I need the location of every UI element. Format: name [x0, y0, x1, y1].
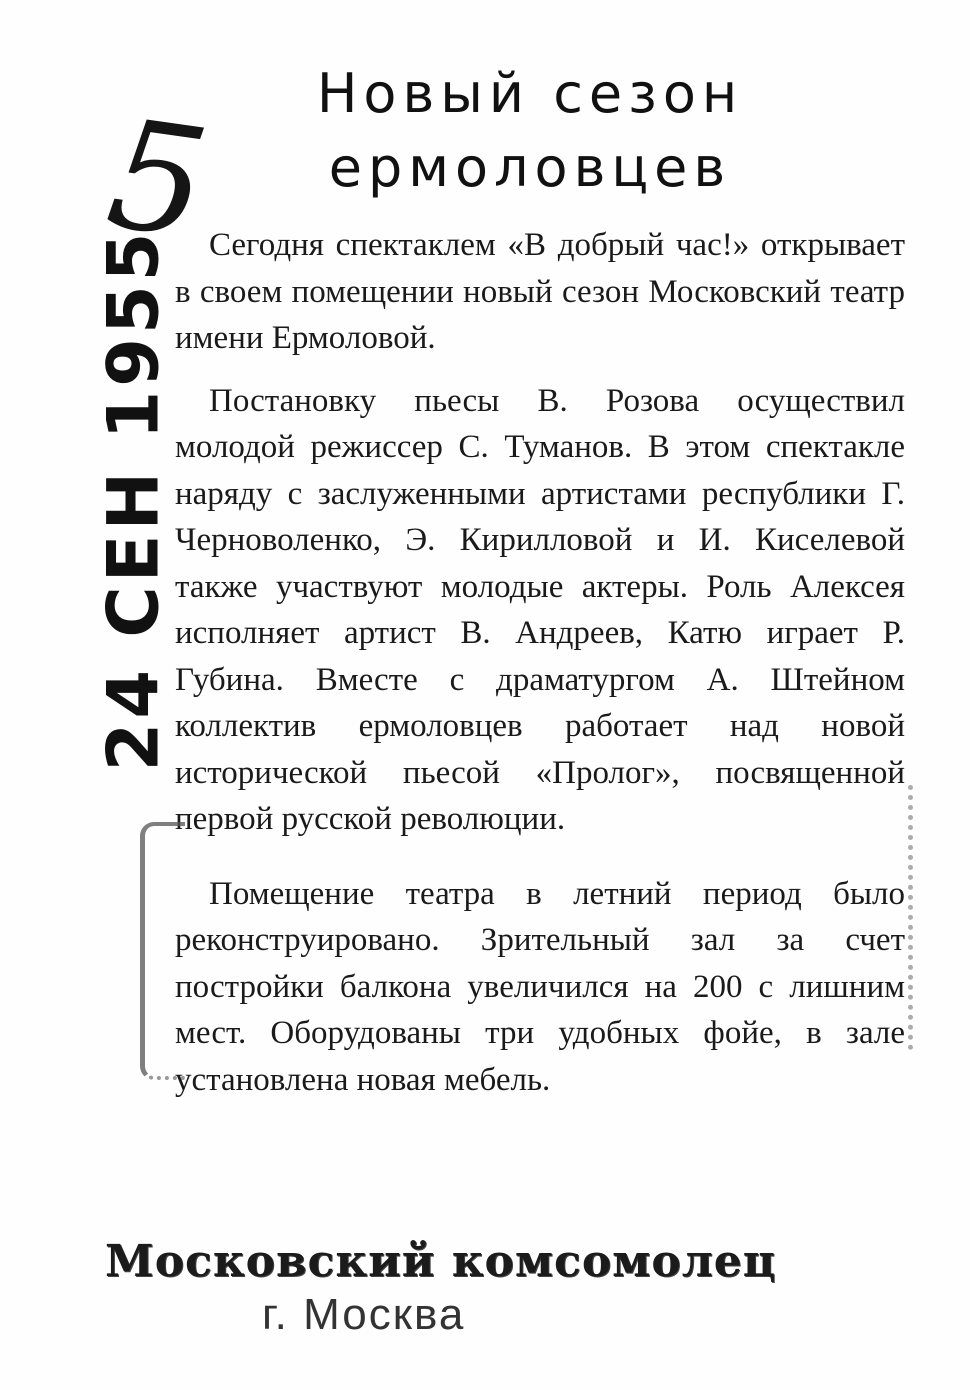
headline-line-1: Новый сезон: [316, 62, 744, 125]
pencil-bracket-right: [880, 785, 913, 1050]
newspaper-city: г. Москва: [262, 1290, 466, 1339]
date-stamp: [88, 228, 178, 772]
date-stamp-text: 24 СЕН 1955: [92, 228, 174, 772]
newspaper-name: Московский комсомолец: [105, 1236, 777, 1287]
article-paragraph: Постановку пьесы В. Розова осуществил молодой режиссер С. Туманов. В этом спектакле наряду с заслуженными артистами республики Г. Черноволенко, Э. Кирилловой и И. Киселевой также участвуют молодые актеры. Роль Алексея исполняет артист В. Андреев, Катю играет Р. Губина. Вместе с драматургом А. Штейном коллектив ермоловцев работает над новой исторической пьесой «Пролог», посвященной первой русской революции.: [175, 382, 905, 837]
article-paragraph: Сегодня спектаклем «В добрый час!» открывает в своем помещении новый сезон Московский театр имени Ермоловой.: [175, 227, 905, 356]
headline-line-2: ермоловцев: [328, 136, 732, 199]
handwritten-number: 5: [98, 87, 218, 273]
article-paragraph: Помещение театра в летний период было реконструировано. Зрительный зал за счет постройки балкона увеличился на 200 с лишним мест. Оборудованы три удобных фойе, в зале установлена новая мебель.: [175, 875, 905, 1098]
pencil-bracket-left: [140, 822, 185, 1080]
article-body: [175, 222, 905, 1119]
